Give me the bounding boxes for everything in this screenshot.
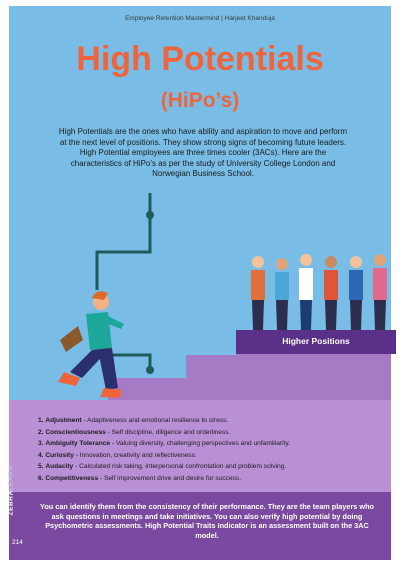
trait-name: Conscientiousness — [45, 428, 106, 436]
trait-item — [38, 461, 378, 473]
trait-number: 6. — [38, 474, 44, 482]
trait-description: - Adaptiveness and emotional resilience to stress. — [81, 417, 229, 424]
trait-description: - Self improvement drive and desire for success. — [98, 474, 242, 482]
trait-number: 1. — [38, 417, 44, 424]
trait-number: 5. — [38, 463, 44, 470]
trait-name: Ambiguity Tolerance — [45, 440, 111, 447]
trait-name: Competitiveness — [45, 474, 99, 482]
trait-item — [38, 473, 378, 485]
page-title: High Potentials — [76, 40, 324, 78]
trait-item — [38, 438, 378, 450]
trait-name: Adjustment — [45, 417, 82, 424]
trait-description: - Self discipline, diligence and orderliness. — [105, 428, 231, 436]
zebralearn-logo — [7, 465, 15, 516]
trait-description: - Valuing diversity, challenging perspectives and unfamiliarity. — [110, 440, 291, 447]
brand-word-light: LEARN — [7, 465, 15, 491]
intro-paragraph: High Potentials are the ones who have ability and aspiration to move and perform at the next level of positions. They show strong signs of becoming future leaders. High Potential employees are three times cooler (3ACs). Here are the characteristics of HiPo’s as per the study of University College London and Norwegian Business School. — [58, 127, 348, 179]
footer-paragraph: You can identify them from the consistency of their performance. They are the team players who ask questions in meetings and take initiatives. You can also verify high potential by doing Psychometric assessments. High Potential Traits Indicator is an assessment built on the 3AC model. — [40, 502, 374, 540]
trait-number: 2. — [38, 428, 44, 436]
trait-item — [38, 450, 378, 462]
trait-name: Audacity — [45, 463, 74, 470]
connector-dot-lower — [146, 366, 154, 374]
trait-name: Curiosity — [45, 451, 74, 459]
page-number: 214 — [12, 539, 23, 546]
brand-word-bold: ZEBRA — [7, 490, 15, 516]
trait-description: - Innovation, creativity and reflectiveness. — [73, 451, 197, 459]
traits-list — [38, 415, 378, 484]
trait-item — [38, 427, 378, 439]
trait-description: - Calculated risk taking, interpersonal confrontation and problem solving. — [73, 463, 287, 470]
page-subtitle: (HiPo’s) — [160, 89, 240, 112]
connector-dot — [146, 211, 154, 219]
running-header: Employee Retention Mastermind | Harjeet Khanduja — [125, 15, 275, 22]
trait-number: 4. — [38, 451, 44, 459]
higher-positions-label: Higher Positions — [282, 336, 350, 346]
brand-wordmark — [7, 465, 15, 516]
trait-item — [38, 415, 378, 427]
trait-number: 3. — [38, 440, 44, 447]
